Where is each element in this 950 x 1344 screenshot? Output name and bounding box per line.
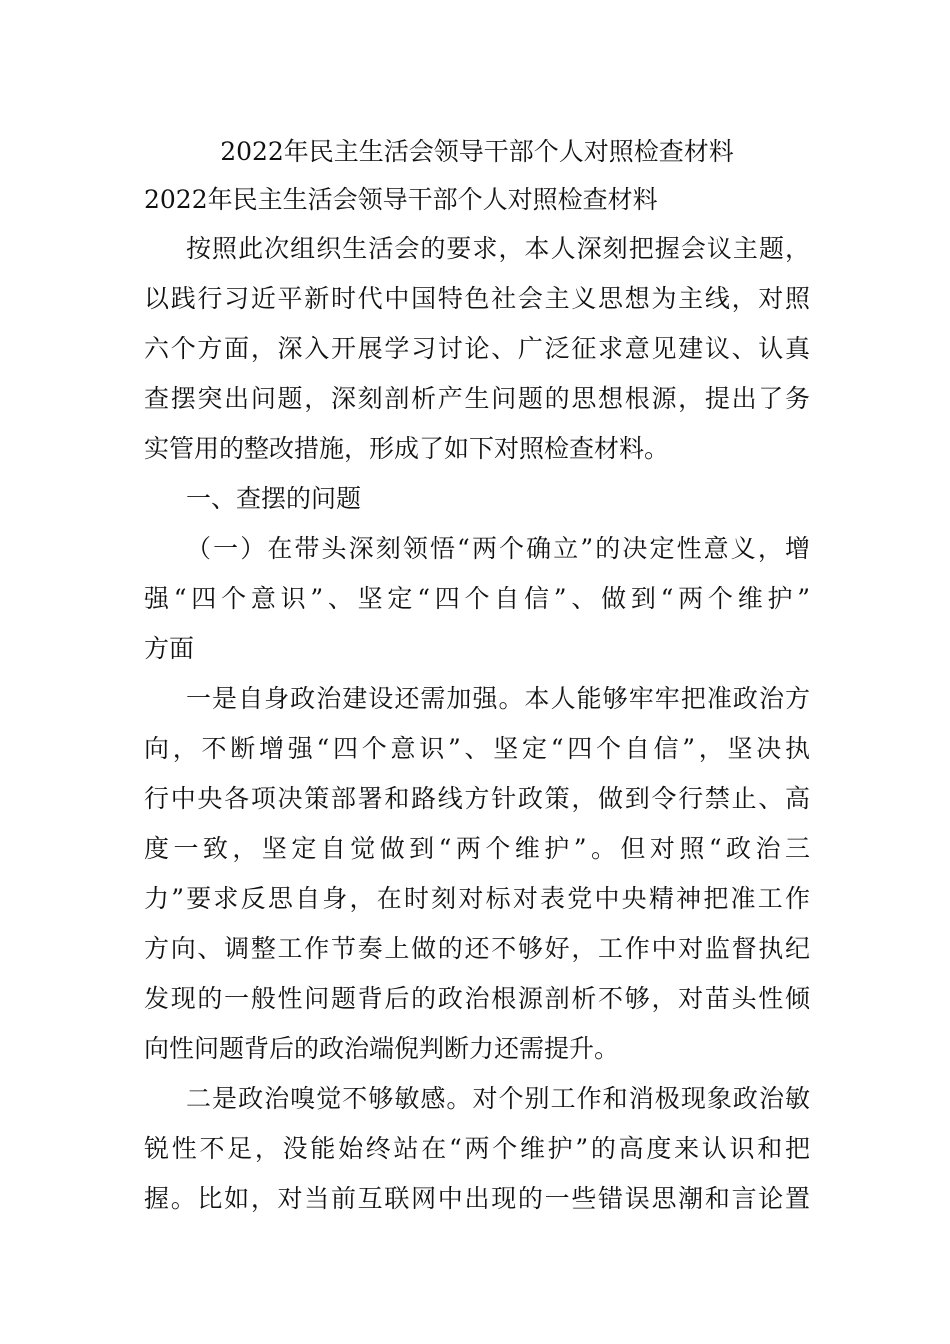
point-one-paragraph — [144, 674, 810, 1074]
document-subtitle: 2022年民主生活会领导干部个人对照检查材料 — [144, 185, 658, 214]
paragraph-line: 向，不断增强“四个意识”、坚定“四个自信”，坚决执 — [144, 734, 810, 763]
paragraph-line: 方向、调整工作节奏上做的还不够好，工作中对监督执纪 — [144, 934, 810, 963]
paragraph-line: 锐性不足，没能始终站在“两个维护”的高度来认识和把 — [144, 1134, 810, 1163]
paragraph-line: 行中央各项决策部署和路线方针政策，做到令行禁止、高 — [144, 784, 810, 813]
paragraph-line: 六个方面，深入开展学习讨论、广泛征求意见建议、认真 — [144, 334, 810, 363]
paragraph-line: 度一致，坚定自觉做到“两个维护”。但对照“政治三 — [144, 834, 810, 863]
point-two-paragraph — [144, 1074, 810, 1224]
paragraph-line: 实管用的整改措施，形成了如下对照检查材料。 — [144, 434, 670, 463]
document-page — [144, 128, 810, 1224]
paragraph-line: 握。比如，对当前互联网中出现的一些错误思潮和言论置 — [144, 1184, 810, 1213]
subsection-heading-line: （一）在带头深刻领悟“两个确立”的决定性意义，增 — [186, 534, 810, 563]
subsection-heading — [144, 524, 810, 674]
paragraph-line: 力”要求反思自身，在时刻对标对表党中央精神把准工作 — [144, 884, 810, 913]
section-heading — [144, 474, 810, 524]
paragraph-line: 查摆突出问题，深刻剖析产生问题的思想根源，提出了务 — [144, 384, 810, 413]
intro-paragraph — [144, 224, 810, 474]
document-title: 2022年民主生活会领导干部个人对照检查材料 — [220, 137, 734, 166]
subsection-heading-line: 方面 — [144, 634, 195, 663]
subsection-heading-line: 强“四个意识”、坚定“四个自信”、做到“两个维护” — [144, 584, 810, 613]
section-heading-line: 一、查摆的问题 — [186, 484, 362, 513]
paragraph-line: 发现的一般性问题背后的政治根源剖析不够，对苗头性倾 — [144, 984, 810, 1013]
paragraph-line: 一是自身政治建设还需加强。本人能够牢牢把准政治方 — [186, 684, 810, 713]
paragraph-line: 向性问题背后的政治端倪判断力还需提升。 — [144, 1034, 620, 1063]
paragraph-line: 以践行习近平新时代中国特色社会主义思想为主线，对照 — [144, 284, 810, 313]
paragraph-line: 二是政治嗅觉不够敏感。对个别工作和消极现象政治敏 — [186, 1084, 810, 1113]
paragraph-line: 按照此次组织生活会的要求，本人深刻把握会议主题， — [186, 234, 810, 263]
